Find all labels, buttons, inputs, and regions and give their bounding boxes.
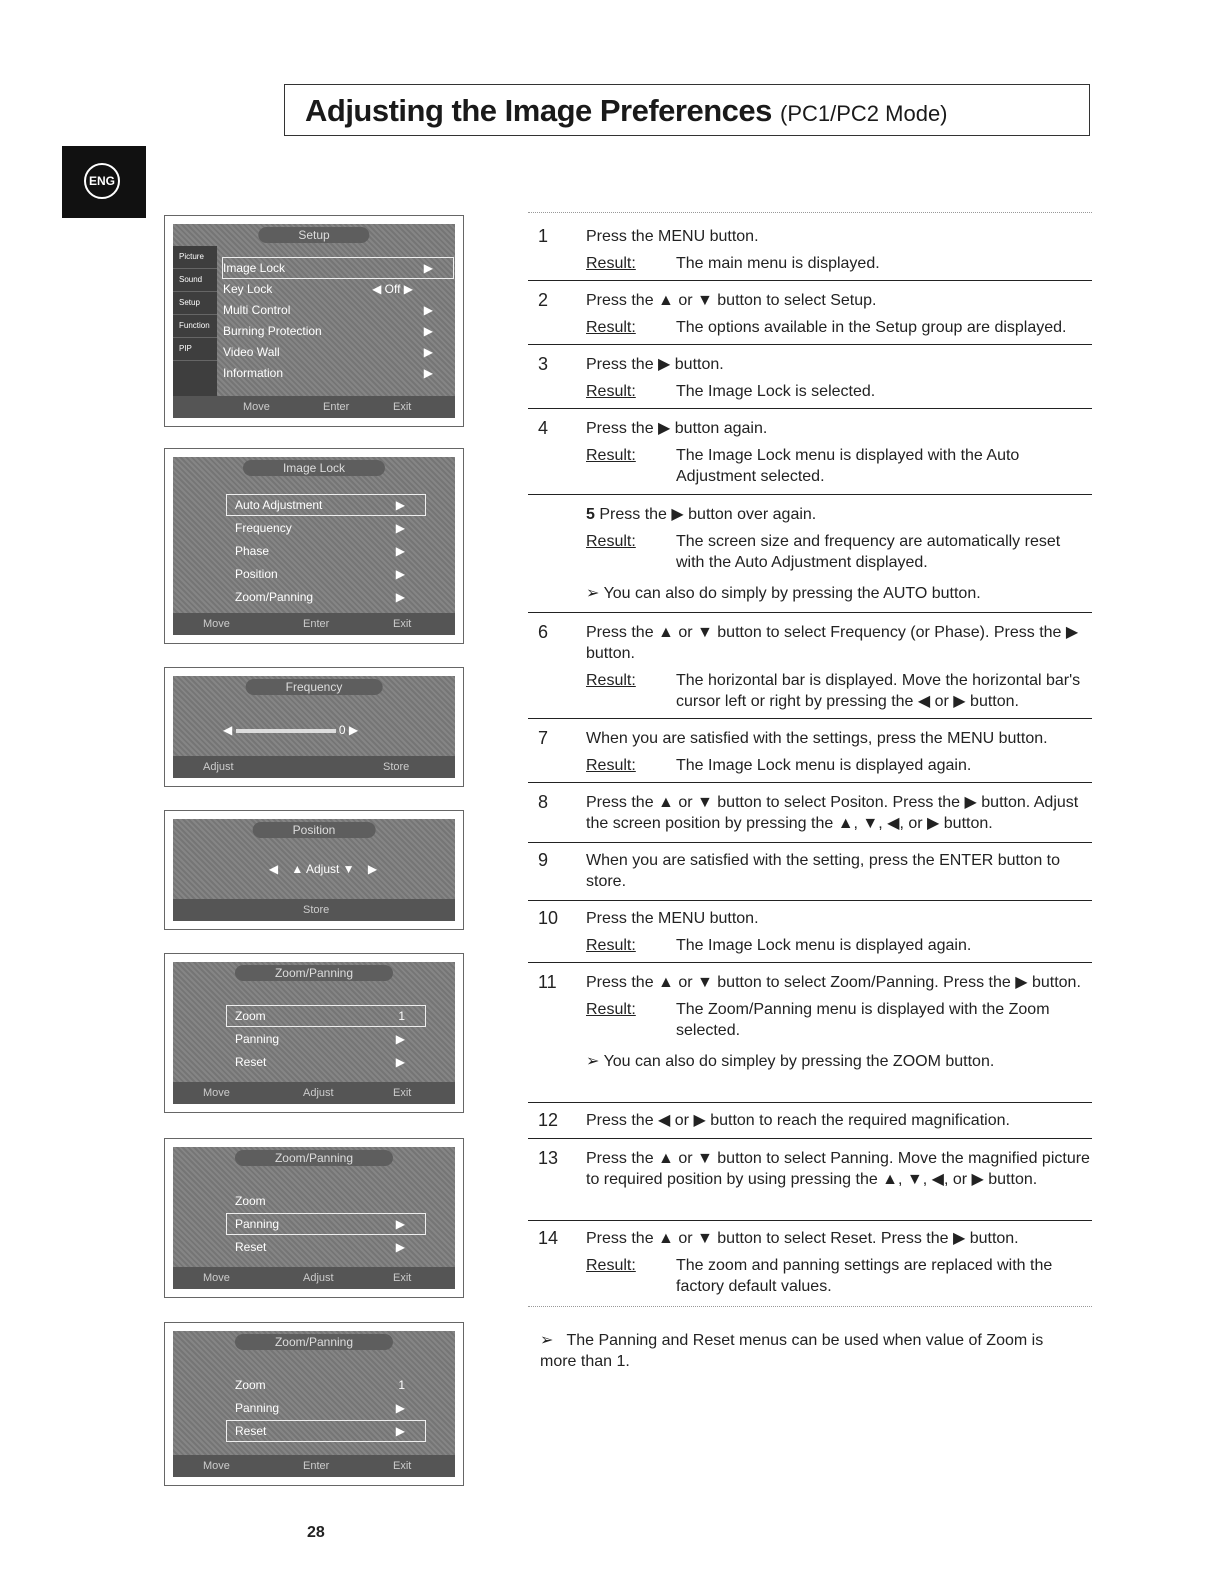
osd-item: Panning ▶	[227, 1214, 425, 1234]
osd-footer: Move Adjust Exit	[173, 1082, 455, 1104]
osd-zoom-screenshot-2	[164, 1138, 464, 1298]
sidebar-item-pip: PIP	[173, 338, 217, 361]
osd-item: Key Lock ◀ Off ▶	[223, 282, 413, 296]
osd-item: Information ▶	[223, 366, 433, 380]
osd-item: Reset ▶	[235, 1055, 405, 1069]
sidebar-item-picture: Picture	[173, 246, 217, 269]
osd-image-lock-screenshot	[164, 448, 464, 644]
eng-badge: ENG	[84, 163, 120, 199]
osd-zoom-screenshot-1	[164, 953, 464, 1113]
osd-item: Phase ▶	[235, 544, 405, 558]
osd-title: Image Lock	[243, 460, 385, 476]
osd-sidebar	[173, 246, 217, 396]
osd-footer: Adjust Store	[173, 756, 455, 778]
osd-item: Frequency ▶	[235, 521, 405, 535]
osd-item: Zoom	[235, 1194, 266, 1208]
osd-footer: Move Enter Exit	[173, 613, 455, 635]
page-title: Adjusting the Image Preferences (PC1/PC2 Mode)	[305, 93, 948, 128]
osd-item: Auto Adjustment ▶	[227, 495, 425, 515]
osd-title: Setup	[258, 227, 369, 243]
osd-item: Reset ▶	[227, 1421, 425, 1441]
bottom-dotted-rule	[528, 1306, 1092, 1307]
osd-item: Zoom/Panning ▶	[235, 590, 405, 604]
osd-item: Panning ▶	[235, 1032, 405, 1046]
arrow-note-icon: ➢	[540, 1332, 554, 1349]
osd-setup-screenshot	[164, 215, 464, 427]
osd-footer: Move Adjust Exit	[173, 1267, 455, 1289]
osd-item: Position ▶	[235, 567, 405, 581]
page-title-box	[284, 84, 1090, 136]
osd-item: Zoom 1	[227, 1006, 425, 1026]
page-number: 28	[307, 1524, 325, 1541]
osd-item: Image Lock ▶	[223, 258, 453, 278]
osd-item: Multi Control ▶	[223, 303, 433, 317]
osd-title: Zoom/Panning	[235, 1334, 393, 1350]
osd-frequency-bar: ◀ 0 ▶	[223, 723, 359, 737]
final-note: ➢ The Panning and Reset menus can be used when value of Zoom is more than 1.	[540, 1332, 1044, 1370]
osd-zoom-screenshot-3	[164, 1322, 464, 1486]
osd-title: Zoom/Panning	[235, 1150, 393, 1166]
osd-frequency-screenshot	[164, 667, 464, 787]
sidebar-item-sound: Sound	[173, 269, 217, 292]
sidebar-item-setup: Setup	[173, 292, 217, 315]
osd-footer: Move Enter Exit	[173, 1455, 455, 1477]
osd-footer: Store	[173, 899, 455, 921]
osd-position-screenshot	[164, 810, 464, 930]
arrow-note-icon: ➢	[586, 1053, 600, 1070]
osd-item: Reset ▶	[235, 1240, 405, 1254]
sidebar-item-function: Function	[173, 315, 217, 338]
osd-title: Frequency	[246, 679, 383, 695]
osd-title: Position	[253, 822, 376, 838]
osd-item: Burning Protection ▶	[223, 324, 433, 338]
language-tab	[62, 146, 146, 218]
osd-item: Panning ▶	[235, 1401, 405, 1415]
osd-position-adjust: ◀ ▲ Adjust ▼ ▶	[268, 862, 378, 876]
top-dotted-rule	[528, 212, 1092, 213]
osd-item: Video Wall ▶	[223, 345, 433, 359]
arrow-note-icon: ➢	[586, 585, 600, 602]
osd-footer: Move Enter Exit	[173, 396, 455, 418]
osd-title: Zoom/Panning	[235, 965, 393, 981]
osd-item: Zoom 1	[235, 1378, 405, 1392]
